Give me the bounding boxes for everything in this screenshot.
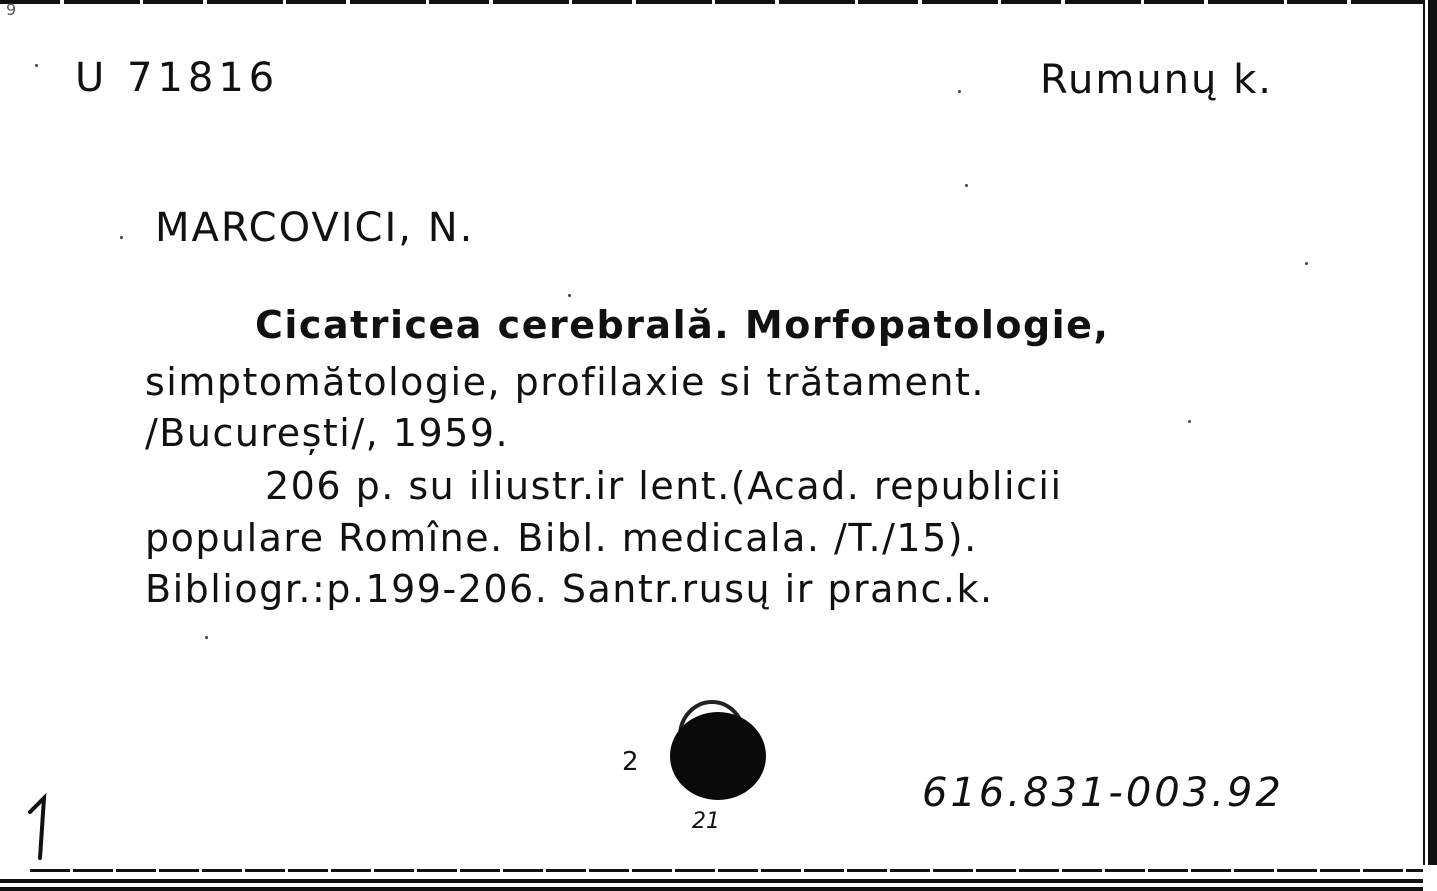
notes-line: Bibliogr.:p.199-206. Santr.rusų ir pranc.k. [145, 567, 994, 611]
classification-number: 616.831-003.92 [922, 770, 1284, 816]
stamp-mark-1: 2 [622, 747, 639, 777]
title-line-2: simptomătologie, profilaxie si trătament. [145, 360, 985, 404]
imprint-line: /București/, 1959. [145, 411, 510, 455]
stamp-mark-2: 21 [692, 809, 720, 834]
card-top-border [0, 0, 1437, 4]
collation-line-2: populare Romîne. Bibl. medicala. /T./15). [145, 516, 978, 560]
collation-line-1: 206 p. su iliustr.ir lent.(Acad. republicii [265, 464, 1063, 508]
call-number: U 71816 [75, 55, 280, 101]
card-right-border [1423, 0, 1437, 891]
stamp-seal [670, 712, 766, 800]
card-bottom-border [0, 865, 1437, 891]
corner-mark: 9 [6, 0, 17, 19]
title-line-1: Cicatricea cerebrală. Morfopatologie, [255, 303, 1110, 347]
author-heading: MARCOVICI, N. [155, 205, 475, 251]
margin-handwritten-mark [22, 790, 62, 860]
library-stamp [620, 688, 780, 838]
language-note: Rumunų k. [1040, 57, 1273, 103]
